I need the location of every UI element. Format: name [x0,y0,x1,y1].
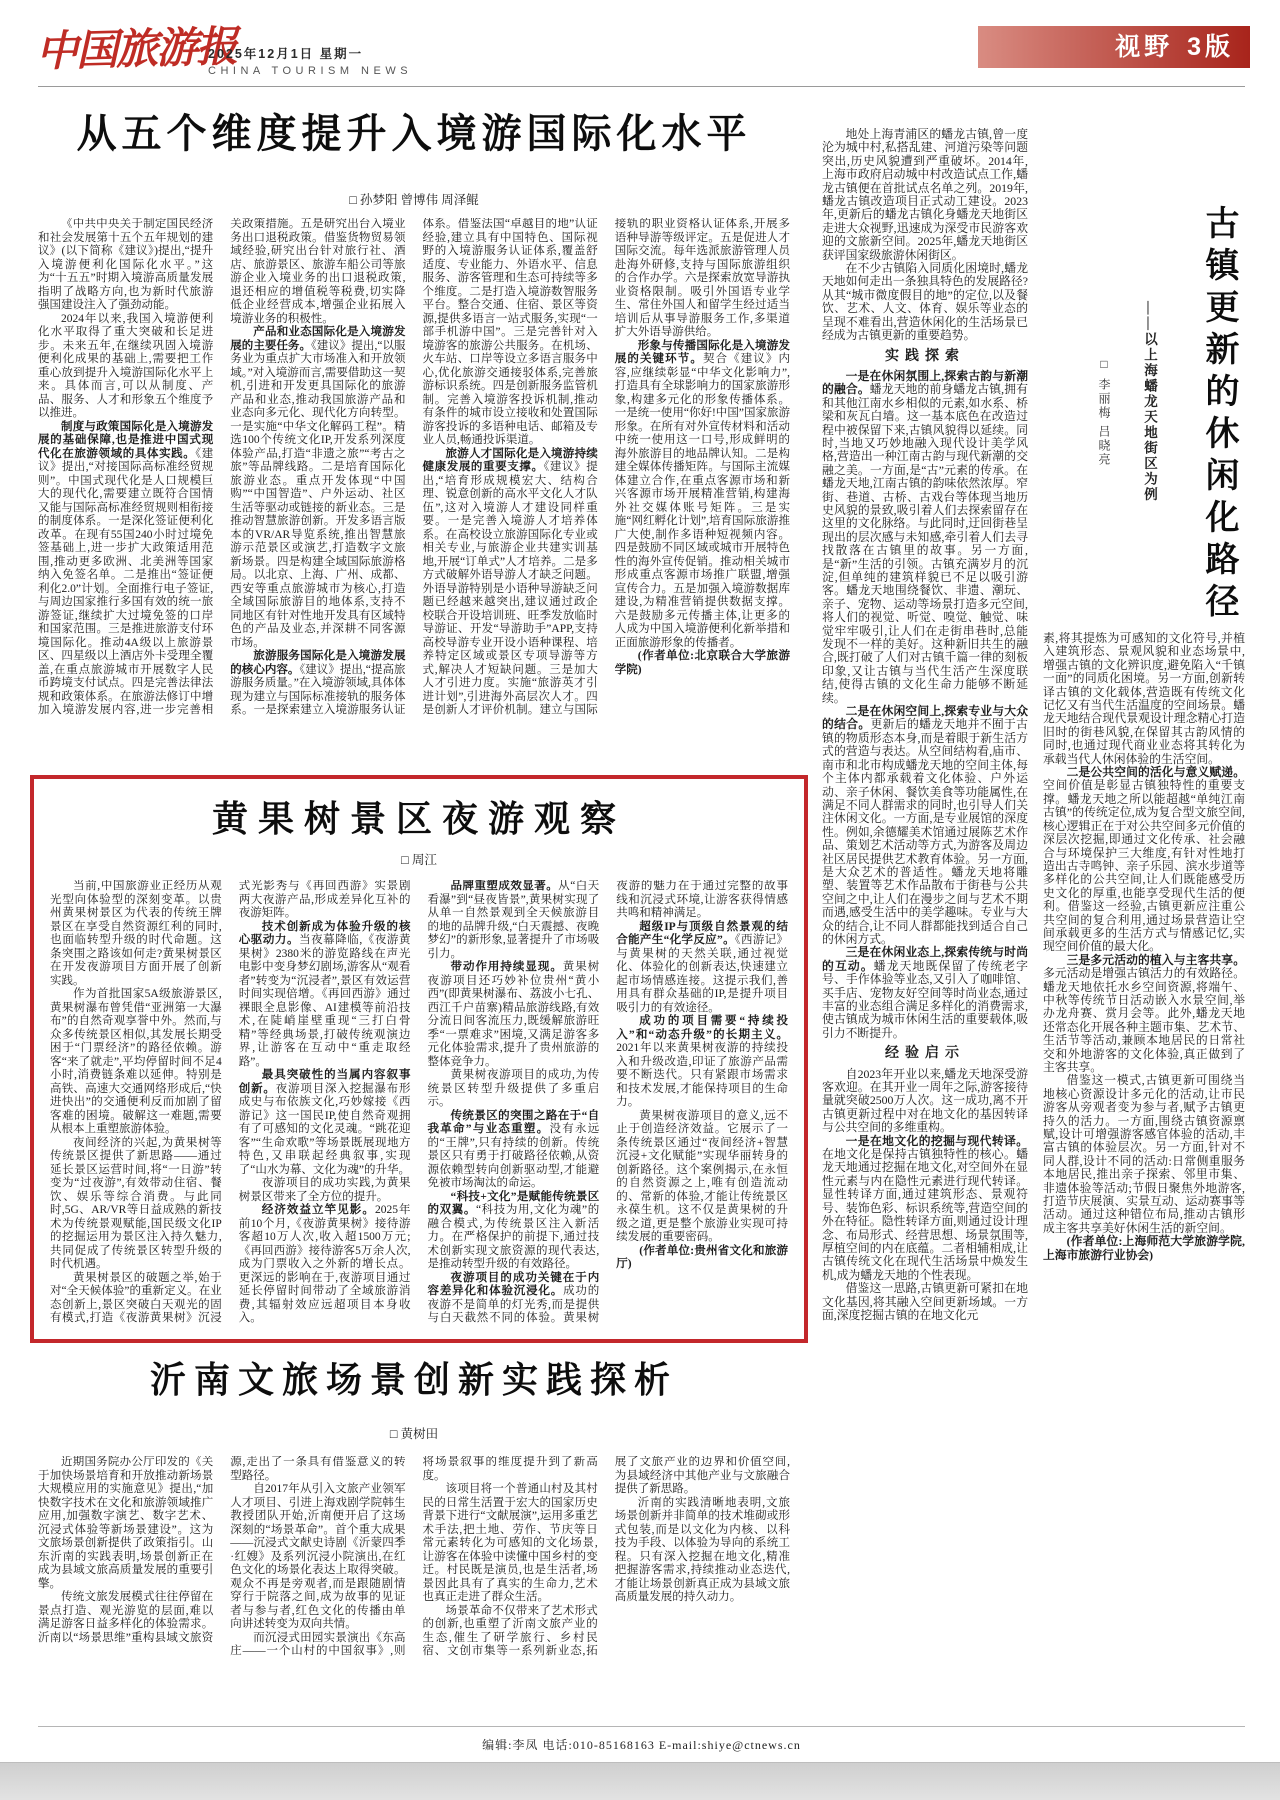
body-paragraph: 二是公共空间的活化与意义赋递。空间价值是彰显古镇独特性的重要支撑。蟠龙天地之所以能超越“单纯江南古镇”的传统定位,成为复合型文旅空间,核心逻辑正在于对公共空间多元价值的深层次挖掘,即通过文化传承、社会融合与环境保护三大维度,有针对性地打造出古寺鸣钟、亲子乐园、滨水步道等多样化的公共空间,让人们既能感受历史文化的厚重,也能享受现代生活的便利。借鉴这一经验,古镇更新应注重公共空间的复合利用,通过场景营造让空间承载更多的生活方式与情感记忆,实现空间价值的最大化。 [1043,765,1245,954]
paragraph-lead: 成功的项目需要“持续投入”和“动态升级”的长期主义。 [616,1015,788,1041]
body-paragraph: 品牌重塑成效显著。从“白天看瀑”到“昼夜皆景”,黄果树实现了从单一自然景观到全天候旅游目的地的品牌升级,“白天震撼、夜晚梦幻”的新形象,显著提升了市场吸引力。 [427,880,600,960]
body-paragraph: 二是在休闲空间上,探索专业与大众的结合。更新后的蟠龙天地并不囿于古镇的物质形态本身,而是着眼于新生活方式的营造与表达。从空间结构看,庙市、南市和北市构成蟠龙天地的空间主体,每个主体内都承载着文化体验、户外运动、亲子休闲、餐饮美食等功能属性,在满足不同人群需求的同时,也引导人们关注休闲文化。一方面,是专业展馆的深度性。例如,余德耀美术馆通过展陈艺术作品、策划艺术活动等方式,为游客及周边社区居民提供艺术教育体验。另一方面,是大众艺术的普适性。蟠龙天地将雕塑、装置等艺术作品散布于街巷与公共空间之中,让人们在漫步之间与艺术不期而遇,感受生活中的美学趣味。专业与大众的结合,让不同人群都能找到适合自己的休闲方式。 [822,704,1028,946]
body-paragraph: 成功的项目需要“持续投入”和“动态升级”的长期主义。2021年以来黄果树夜游的持续投入和升级改造,印证了旅游产品需要不断迭代。只有紧跟市场需求和技术发展,才能保持项目的生命力。 [616,1015,788,1108]
body-paragraph: 黄果树夜游项目的成功,为传统景区转型升级提供了多重启示。 [427,1069,600,1108]
paragraph-lead: 带动作用持续显现。 [450,961,563,973]
header-rule [38,86,1245,87]
body-paragraph: 一是在地文化的挖掘与现代转译。在地文化是保持古镇独特性的核心。蟠龙天地通过挖掘在地文化,对空间外在显性元素与内在隐性元素进行现代转译。显性转译方面,通过建筑形态、景观符号、装饰色彩、标识系统等,营造空间的外在特征。隐性转译方面,则通过设计理念、布局形式、经营思想、场景氛围等,厚植空间的内在底蕴。二者相辅相成,让古镇传统文化在现代生活场景中焕发生机,成为蟠龙天地的个性表现。 [822,1133,1028,1282]
paragraph-lead: 夜游项目的成功关键在于内容差异化和体验沉浸化。 [427,1271,600,1297]
paragraph-lead: 技术创新成为体验升级的核心驱动力。 [238,920,411,946]
article-guzhen-headline: 古镇更新的休闲化路径 [1200,205,1237,625]
body-paragraph: 黄果树景区的破题之举,始于对“全天候体验”的重新定义。在业态创新上,景区突破白天观光的固有模式,打造《夜游黄果树》沉浸式光影秀与《再回西游》实景剧两大夜游产品,形成差异化互补的夜游矩阵。 [50,880,411,1324]
body-paragraph: 《中共中央关于制定国民经济和社会发展第十五个五年规划的建议》(以下简称《建议》)提出,“提升入境游便利化国际化水平。”这为“十五五”时期入境游高质量发展指明了战略方向,也为新时代旅游强国建设注入了强劲动能。 [38,218,214,311]
article-huangguoshu-body [50,880,788,1332]
paragraph-lead: 超级IP与顶级自然景观的结合能产生“化学反应”。 [616,920,788,946]
masthead-date: 2025年12月1日 星期一 [208,47,364,61]
paragraph-lead: 品牌重塑成效显著。 [450,880,559,892]
body-paragraph: 夜间经济的兴起,为黄果树等传统景区提供了新思路——通过延长景区运营时间,将“一日游”转变为“过夜游”,有效带动住宿、餐饮、娱乐等综合消费。与此同时,5G、AR/VR等日益成熟的新技术为传统景观赋能,国民级文化IP的挖掘运用为景区注入持久魅力,共同促成了传统景区转型升级的时代机遇。 [50,1136,222,1270]
body-paragraph: 形象与传播国际化是入境游发展的关键环节。契合《建议》内容,应继续彰显“中华文化影响力”,打造具有全球影响力的国家旅游形象,构建多元化的形象传播体系。一是统一使用“你好!中国”国家旅游形象。在所有对外宣传材料和活动中统一使用这一口号,形成鲜明的海外旅游目的地品牌认知。二是构建全媒体传播矩阵。与国际主流媒体建立合作,在重点客源市场和新兴客源市场开展精准营销,构建海外社交媒体账号矩阵。三是实施“网红孵化计划”,培育国际旅游推广大使,制作多语种短视频内容。四是鼓励不同区域或城市开展特色性的海外宣传促销。推动相关城市形成重点客源市场推广联盟,增强宣传合力。五是加强入境游数据库建设,为精准营销提供数据支撑。六是鼓励多元传播主体,让更多的人成为中国入境游便利化新举措和正面旅游形象的传播者。 [614,339,790,649]
body-paragraph: 2024年以来,我国入境游便利化水平取得了重大突破和长足进步。未来五年,在继续巩固入境游便利化成果的基础上,需要把工作重心放到提升入境游国际化水平上来。具体而言,可以从制度、产品、服务、人才和形象五个维度予以推进。 [38,312,214,419]
article-huangguoshu-headline: 黄果树景区夜游观察 [211,799,626,839]
paragraph-lead: 一是在地文化的挖掘与现代转译。 [845,1133,1028,1148]
author-credit: (作者单位:上海师范大学旅游学院,上海市旅游行业协会) [1043,1234,1245,1262]
paragraph-lead: 旅游人才国际化是入境游持续健康发展的重要支撑。 [422,447,598,473]
paragraph-lead: 三是多元活动的植入与主客共享。 [1066,952,1245,967]
section-heading: 经验启示 [885,1046,965,1062]
highlight-box [30,775,808,1343]
body-paragraph: 经济效益立竿见影。2025年前10个月,《夜游黄果树》接待游客超10万人次,收入超1500万元;《再回西游》接待游客5万余人次,成为门票收入之外新的增长点。更深远的影响在于,夜游项目通过延长停留时间带动了全域旅游消费,其辐射效应远超项目本身收入。 [238,1204,411,1324]
masthead-logo: 中国旅游报 [35,24,237,76]
body-paragraph: 三是在休闲业态上,探索传统与时尚的互动。蟠龙天地既保留了传统老字号、手作体验等业态,又引入了咖啡馆、买手店、宠物友好空间等时尚业态,通过丰富的业态组合满足多样化的消费需求,使古镇成为城市休闲生活的重要载体,吸引力不断提升。 [822,945,1028,1040]
paragraph-lead: 二是公共空间的活化与意义赋递。 [1066,765,1245,780]
page-number-label: 3版 [1187,33,1234,61]
paragraph-lead: “科技+文化”是赋能传统景区的双翼。 [427,1190,600,1216]
body-paragraph: 借鉴这一模式,古镇更新可围绕当地核心资源设计多元化的活动,让市民游客从旁观者变为参与者,赋予古镇更持久的活力。一方面,围绕古镇资源禀赋,设计可增强游客感官体验的活动,丰富古镇的体验层次。另一方面,针对不同人群,设计不同的活动:日常侧重服务本地居民,推出亲子探索、邻里市集、非遗体验等活动;节假日聚焦外地游客,打造节庆展演、实景互动、运动赛事等活动。通过这种错位布局,推动古镇形成主客共享美好休闲生活的新空间。 [1043,1073,1245,1235]
body-paragraph: 自2023年开业以来,蟠龙天地深受游客欢迎。在其开业一周年之际,游客接待量就突破2500万人次。这一成功,离不开古镇更新过程中对在地文化的基因转译与公共空间的多维重构。 [822,1066,1028,1135]
body-paragraph: 技术创新成为体验升级的核心驱动力。当夜幕降临,《夜游黄果树》2380米的游览路线在声光电影中变身梦幻剧场,游客从“观看者”转变为“沉浸者”,景区有效运营时间实现倍增。《再回西游》通过裸眼全息影像、AI建模等前沿技术,在陡峭崖壁重现“三打白骨精”等经典场景,打破传统观演边界,让游客在互动中“重走取经路”。 [238,920,411,1068]
body-paragraph: “科技+文化”是赋能传统景区的双翼。“科技为用,文化为魂”的融合模式,为传统景区注入新活力。在严格保护的前提下,通过技术创新实现文旅资源的现代表达,是推动转型升级的有效路径。 [427,1190,600,1270]
article-yinan-byline: □ 黄树田 [389,1427,439,1441]
paragraph-lead: 经济效益立竿见影。 [261,1204,375,1216]
article-guzhen-byline: □ 李丽梅 吕晓亮 [1097,357,1111,467]
article-inbound-headline: 从五个维度提升入境游国际化水平 [76,111,752,156]
masthead-name-en: CHINA TOURISM NEWS [208,65,413,77]
body-paragraph: 制度与政策国际化是入境游发展的基础保障,也是推进中国式现代化在旅游领域的具体实践。《建议》提出,“对接国际高标准经贸规则”。中国式现代化是人口规模巨大的现代化,需要建立既符合国情又能与国际高标准经贸规则相衔接的制度体系。一是深化签证便利化改革。在现有55国240小时过境免签基础上,进一步扩大政策适用范围,推动更多欧洲、北美洲等国家纳入免签名单。二是推出“签证便利化2.0”计划。全面推行电子签证,与周边国家推行多国有效的统一旅游签证,继续扩大过境免签的口岸和国家范围。三是推进旅游支付环境国际化。推动4A级以上旅游景区、四星级以上酒店外卡受理全覆盖,在重点旅游城市开展数字人民币跨境支付试点。四是完善法律法规和政策体系。在旅游法修订中增加入境游发展内容,进一步完善相关政策措施。五是研究出台入境业务出口退税政策。借鉴货物贸易领域经验,研究出台针对旅行社、酒店、旅游景区、旅游车船公司等旅游企业入境业务的出口退税政策,退还相应的增值税等税费,切实降低企业经营成本,增强企业拓展入境游业务的积极性。 [38,218,406,716]
body-paragraph: 传统文旅发展模式往往停留在景点打造、观光游览的层面,难以满足游客日益多样化的体验需求。沂南以“场景思维”重构县域文旅资源,走出了一条具有借鉴意义的转型路径。 [38,1456,406,1644]
section-heading: 实践探索 [885,348,965,364]
body-paragraph: 沂南的实践清晰地表明,文旅场景创新并非简单的技术堆砌或形式包装,而是以文化为内核、以科技为手段、以体验为导向的系统工程。只有深入挖掘在地文化,精准把握游客需求,持续推动业态迭代,才能让场景创新真正成为县域文旅高质量发展的持久动力。 [614,1496,790,1603]
body-paragraph: 夜游项目的成功实践,为黄果树景区带来了全方位的提升。 [238,1177,411,1203]
body-paragraph: 最具突破性的当属内容叙事创新。夜游项目深入挖掘瀑布形成史与布依族文化,巧妙嫁接《西游记》这一国民IP,使自然奇观拥有了可感知的文化灵魂。“跳花迎客”“生命欢歌”等场景既展现地方特色,又串联起经典叙事,实现了“山水为幕、文化为魂”的升华。 [238,1069,411,1176]
article-yinan-headline: 沂南文旅场景创新实践探析 [149,1360,678,1400]
body-paragraph: 自2017年从引入文旅产业领军人才项目、引进上海戏剧学院韩生教授团队开始,沂南便开启了这场深刻的“场景革命”。首个重大成果——沉浸式文献史诗剧《沂蒙四季·红嫂》及系列沉浸小院演出,在红色文化的场景化表达上取得突破。观众不再是旁观者,而是跟随剧情穿行于院落之间,成为故事的见证者与参与者,红色文化的传播由单向讲述转变为双向共情。 [230,1483,406,1630]
body-paragraph: 当前,中国旅游业正经历从观光型向体验型的深刻变革。以贵州黄果树景区为代表的传统王牌景区在享受自然资源红利的同时,也面临转型升级的时代命题。这条突围之路该如何走?黄果树景区在开发夜游项目方面开展了创新实践。 [50,880,222,987]
body-paragraph: 近期国务院办公厅印发的《关于加快场景培育和开放推动新场景大规模应用的实施意见》提出,“加快数字技术在文化和旅游领域推广应用,加强数字演艺、数字艺术、沉浸式体验等新场景建设”。这为文旅场景创新提供了政策指引。山东沂南的实践表明,场景创新正在成为县域文旅高质量发展的重要引擎。 [38,1456,214,1590]
paragraph-lead: 形象与传播国际化是入境游发展的关键环节。 [614,339,790,365]
body-paragraph: 该项目将一个普通山村及其村民的日常生活置于宏大的国家历史背景下进行“文献展演”,运用多重艺术手法,把土地、劳作、节庆等日常元素转化为可感知的文化场景,让游客在体验中读懂中国乡村的变迁。村民既是演员,也是生活者,场景因此具有了真实的生命力,艺术也真正走进了群众生活。 [422,1483,598,1603]
paragraph-lead: 一是在休闲氛围上,探索古韵与新潮的融合。 [822,368,1028,397]
body-paragraph: 而沉浸式田园实景演出《东高庄——一个山村的中国叙事》,则将场景叙事的维度提升到了新高度。 [230,1456,598,1657]
body-paragraph: 作为首批国家5A级旅游景区,黄果树瀑布曾凭借“亚洲第一大瀑布”的自然奇观享誉中外。然而,与众多传统景区相似,其发展长期受困于“门票经济”的路径依赖。游客“来了就走”,平均停留时间不足4小时,消费链条难以延伸。特别是高铁、高速大交通网络形成后,“快进快出”的交通便利反而加剧了留客难的困境。破解这一难题,需要从根本上重塑旅游体验。 [50,988,222,1135]
paragraph-lead: 二是在休闲空间上,探索专业与大众的结合。 [822,704,1028,732]
body-paragraph: 借鉴这一思路,古镇更新可紧扣在地文化基因,将其融入空间更新场域。一方面,深度挖掘古镇的在地文化元 [822,1281,1028,1322]
article-guzhen-column-b [1043,632,1245,1702]
body-paragraph: 地处上海青浦区的蟠龙古镇,曾一度沦为城中村,私搭乱建、河道污染等问题突出,历史风貌遭到严重破坏。2014年,上海市政府启动城中村改造试点工作,蟠龙古镇便在首批试点名单之列。2019年,蟠龙古镇改造项目正式动工建设。2023年,更新后的蟠龙古镇化身蟠龙天地街区走进大众视野,迅速成为深受市民游客欢迎的文旅新空间。2025年,蟠龙天地街区获评国家级旅游休闲街区。 [822,128,1028,262]
paragraph-lead: 最具突破性的当属内容叙事创新。 [238,1069,411,1095]
body-paragraph: 带动作用持续显现。黄果树夜游项目还巧妙补位贵州“黄小西”(即黄果树瀑布、荔波小七孔、西江千户苗寨)精品旅游线路,有效分流日间客流压力,既缓解旅游旺季“一票难求”困境,又满足游客多元化体验需求,提升了贵州旅游的整体竞争力。 [427,961,600,1068]
footer-editor-line: 编辑:李凤 电话:010-85168163 E-mail:shiye@ctnews.cn [482,1738,801,1752]
body-paragraph: 夜游项目的成功关键在于内容差异化和体验沉浸化。成功的夜游不是简单的灯光秀,而是提供与白天截然不同的体验。黄果树夜游的魅力在于通过完整的故事线和沉浸式环境,让游客获得情感共鸣和精神满足。 [427,880,788,1324]
paragraph-lead: 三是在休闲业态上,探索传统与时尚的互动。 [822,945,1028,973]
article-yinan-body [38,1456,790,1703]
body-paragraph: 产品和业态国际化是入境游发展的主要任务。《建议》提出,“以服务业为重点扩大市场准入和开放领域。”对入境游而言,需要借助这一契机,引进和开发更具国际化的旅游产品和业态,推动我国旅游产品和业态向多元化、现代化方向转型。一是实施“中华文化解码工程”。精选100个传统文化IP,开发系列深度体验产品,打造“非遗之旅”“考古之旅”等品牌线路。二是培育国际化旅游业态。重点开发体现“中国购”“中国智造”、户外运动、社区生活等驱动或链接的新业态。三是推动智慧旅游创新。开发多语言版本的VR/AR导览系统,推出智慧旅游示范景区或演艺,打造数字文旅新场景。四是构建全域国际旅游格局。以北京、上海、广州、成都、西安等重点旅游城市为核心,打造全域国际旅游目的地体系,支持不同地区有针对性地开发具有区域特色的产品及业态,并深耕不同客源市场。 [230,326,406,649]
body-paragraph: 三是多元活动的植入与主客共享。多元活动是增强古镇活力的有效路径。蟠龙天地依托水乡空间资源,将端午、中秋等传统节日活动嵌入水景空间,举办龙舟赛、赏月会等。此外,蟠龙天地还常态化开展各种主题市集、艺术节、生活节等活动,兼顾本地居民的日常社交和外地游客的文化体验,真正做到了主客共享。 [1043,952,1245,1074]
author-credit: (作者单位:北京联合大学旅游学院) [614,650,790,676]
body-paragraph: 在不少古镇陷入同质化困境时,蟠龙天地如何走出一条独具特色的发展路径?从其“城市微度假目的地”的定位,以及餐饮、艺术、人文、体育、娱乐等业态的呈现不难看出,营造休闲化的生活场景已经成为古镇更新的重要趋势。 [822,261,1028,343]
article-guzhen-vertical-headline-block [1043,205,1245,675]
footer-rule [38,1726,1245,1727]
body-paragraph: 一是在休闲氛围上,探索古韵与新潮的融合。蟠龙天地的前身蟠龙古镇,拥有和其他江南水乡相似的元素,如水系、桥梁和灰瓦白墙。这一基本底色在改造过程中被保留下来,古镇风貌得以延续。同时,当地又巧妙地融入现代设计美学风格,营造出一种江南古韵与现代新潮的交融之美。一方面,是“古”元素的传承。在蟠龙天地,江南古镇的韵味依然浓厚。窄街、巷道、古桥、古戏台等体现当地历史风貌的景致,吸引着人们去探索留存在这里的文化脉络。与此同时,迂回街巷呈现出的层次感与未知感,牵引着人们去寻找散落在古镇里的故事。另一方面,是“新”生活的引领。古镇充满岁月的沉淀,但单纯的建筑样貌已不足以吸引游客。蟠龙天地围绕餐饮、非遗、潮玩、亲子、宠物、运动等场景打造多元空间,将人们的视觉、听觉、嗅觉、触觉、味觉牢牢吸引,让人们在走街串巷时,总能发现不一样的美好。这种新旧共生的融合,既打破了人们对古镇千篇一律的刻板印象,又让古镇与当代生活产生深度联结,使得古镇的文化生命力能够不断延续。 [822,368,1028,705]
paragraph-lead: 传统景区的突围之路在于“自我革命”与业态重塑。 [427,1109,600,1135]
paragraph-lead: 产品和业态国际化是入境游发展的主要任务。 [230,326,406,352]
masthead-dateblock [208,44,468,77]
article-guzhen-column-a [822,128,1028,1702]
article-inbound-byline: □ 孙梦阳 曾博伟 周泽鲲 [349,193,479,207]
author-credit: (作者单位:贵州省文化和旅游厅) [616,1244,788,1270]
article-guzhen-subtitle: ——以上海蟠龙天地街区为例 [1142,301,1157,503]
paragraph-lead: 旅游服务国际化是入境游发展的核心内容。 [230,650,406,676]
paragraph-lead: 制度与政策国际化是入境游发展的基础保障,也是推进中国式现代化在旅游领域的具体实践。 [38,420,214,460]
body-paragraph: 超级IP与顶级自然景观的结合能产生“化学反应”。《西游记》与黄果树的天然关联,通过视觉化、体验化的创新表达,快速建立起市场情感连接。这提示我们,善用具有群众基础的IP,是提升项目吸引力的有效途径。 [616,920,788,1014]
body-paragraph: 传统景区的突围之路在于“自我革命”与业态重塑。没有永远的“王牌”,只有持续的创新。传统景区只有勇于打破路径依赖,从资源依赖型转向创新驱动型,才能避免被市场淘汰的命运。 [427,1109,600,1189]
article-huangguoshu-byline: □ 周江 [401,853,437,867]
body-paragraph: 黄果树夜游项目的意义,远不止于创造经济效益。它展示了一条传统景区通过“夜间经济+智慧沉浸+文化赋能”实现华丽转身的创新路径。这个案例揭示,在永恒的自然资源之上,唯有创造流动的、常新的体验,才能让传统景区永葆生机。这不仅是黄果树的升级之道,更是整个旅游业实现可持续发展的重要密码。 [616,1109,788,1243]
section-label: 视野 [1115,33,1174,61]
article-inbound-body [38,218,790,763]
body-paragraph: 素,将其提炼为可感知的文化符号,并植入建筑形态、景观风貌和业态场景中,增强古镇的文化辨识度,避免陷入“千镇一面”的同质化困境。另一方面,创新转译古镇的文化载体,营造既有传统文化记忆又有当代生活温度的空间场景。蟠龙天地结合现代景观设计理念精心打造旧时的街巷风貌,在保留其古韵风情的同时,也通过现代商业业态将其转化为承载当代人休闲体验的生活空间。 [1043,632,1245,766]
body-paragraph: 旅游人才国际化是入境游持续健康发展的重要支撑。《建议》提出,“培育形成规模宏大、结构合理、锐意创新的高水平文化人才队伍”,这对入境游人才建设同样重要。一是完善入境游人才培养体系。在高校设立旅游国际化专业或相关专业,与旅游企业共建实训基地,开展“订单式”人才培养。二是多方式破解外语导游人才缺乏问题。外语导游特别是小语种导游缺乏问题已经越来越突出,建议通过政企校联合开设培训班、旺季发放临时导游证、开发“导游助手”APP,支持高校导游专业开设小语种课程、培养特定区域或景区专项导游等方式,解决人才短缺问题。三是加大人才引进力度。实施“旅游英才引进计划”,引进海外高层次人才。四是创新人才评价机制。建立与国际接轨的职业资格认证体系,开展多语种导游等级评定。五是促进人才国际交流。每年选派旅游管理人员赴海外研修,支持与国际旅游组织的合作办学。六是探索放宽导游执业资格限制。吸引外国语专业学生、常住外国人和留学生经过适当培训后从事导游服务工作,多渠道扩大外语导游供给。 [422,218,790,716]
body-paragraph: 旅游服务国际化是入境游发展的核心内容。《建议》提出,“提高旅游服务质量。”在入境游领域,具体体现为建立与国际标准接轨的服务体系。一是探索建立入境游服务认证体系。借鉴法国“卓越目的地”认证经验,建立具有中国特色、国际视野的入境游服务认证体系,覆盖舒适度、专业能力、外语水平、信息服务、游客管理和生态可持续等多个维度。二是打造入境游数智服务平台。整合交通、住宿、景区等资源,提供多语言一站式服务,实现“一部手机游中国”。三是完善针对入境游客的旅游公共服务。在机场、火车站、口岸等设立多语言服务中心,优化旅游交通接驳体系,完善旅游标识系统。四是创新服务监管机制。完善入境游客投诉机制,推动有条件的城市设立接收和处置国际游客投诉的多语种电话、邮箱及专业人员,畅通投诉渠道。 [230,218,598,716]
body-paragraph: 场景革命不仅带来了艺术形式的创新,也重塑了沂南文旅产业的生态,催生了研学旅行、乡村民宿、文创市集等一系列新业态,拓展了文旅产业的边界和价值空间,为县域经济中其他产业与文旅融合提供了新思路。 [422,1456,790,1657]
section-banner [978,26,1250,68]
page-bottom-edge [0,1762,1280,1800]
